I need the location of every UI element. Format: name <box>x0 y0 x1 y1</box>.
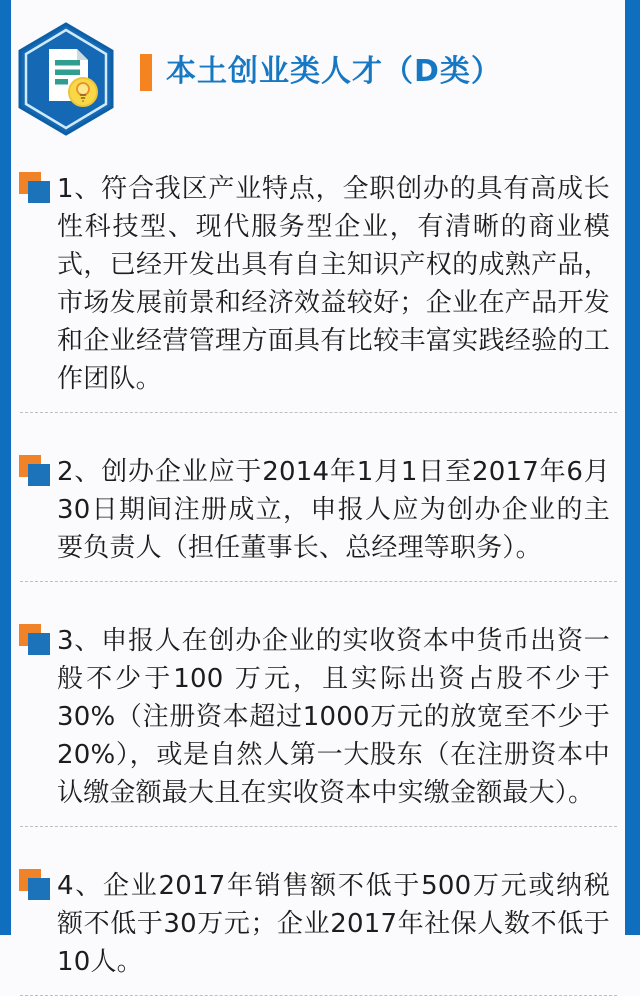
criterion-text-4: 4、企业2017年销售额不低于500万元或纳税额不低于30万元；企业2017年社保人数不低于10人。 <box>57 871 610 977</box>
bullet-marker-icon <box>19 172 51 204</box>
right-border-stripe <box>625 0 640 935</box>
title-row <box>140 53 502 91</box>
criterion-item-1 <box>0 170 640 398</box>
bullet-marker-icon <box>19 869 51 901</box>
criteria-list <box>0 170 640 996</box>
left-border-stripe <box>0 0 11 935</box>
header <box>0 0 640 170</box>
bullet-marker-icon <box>19 624 51 656</box>
criterion-text-3: 3、申报人在创办企业的实收资本中货币出资一般不少于100 万元，且实际出资占股不少于30%（注册资本超过1000万元的放宽至不少于20%），或是自然人第一大股东（在注册资本中认缴金额最大且在实收资本中实缴金额最大）。 <box>57 626 610 808</box>
dashed-divider <box>20 826 617 827</box>
title-accent-bar <box>140 54 152 91</box>
bullet-marker-icon <box>19 455 51 487</box>
page-title: 本土创业类人才（D类） <box>166 54 502 89</box>
document-certificate-bulb-hexagon-icon <box>16 22 116 136</box>
criterion-item-3 <box>0 622 640 812</box>
criterion-text-1: 1、符合我区产业特点，全职创办的具有高成长性科技型、现代服务型企业，有清晰的商业模式，已经开发出具有自主知识产权的成熟产品，市场发展前景和经济效益较好；企业在产品开发和企业经营管理方面具有比较丰富实践经验的工作团队。 <box>57 174 610 394</box>
criterion-item-2 <box>0 453 640 567</box>
criterion-item-4 <box>0 867 640 981</box>
criterion-text-2: 2、创办企业应于2014年1月1日至2017年6月30日期间注册成立，申报人应为创办企业的主要负责人（担任董事长、总经理等职务）。 <box>57 457 610 563</box>
dashed-divider <box>20 581 617 582</box>
dashed-divider <box>20 412 617 413</box>
